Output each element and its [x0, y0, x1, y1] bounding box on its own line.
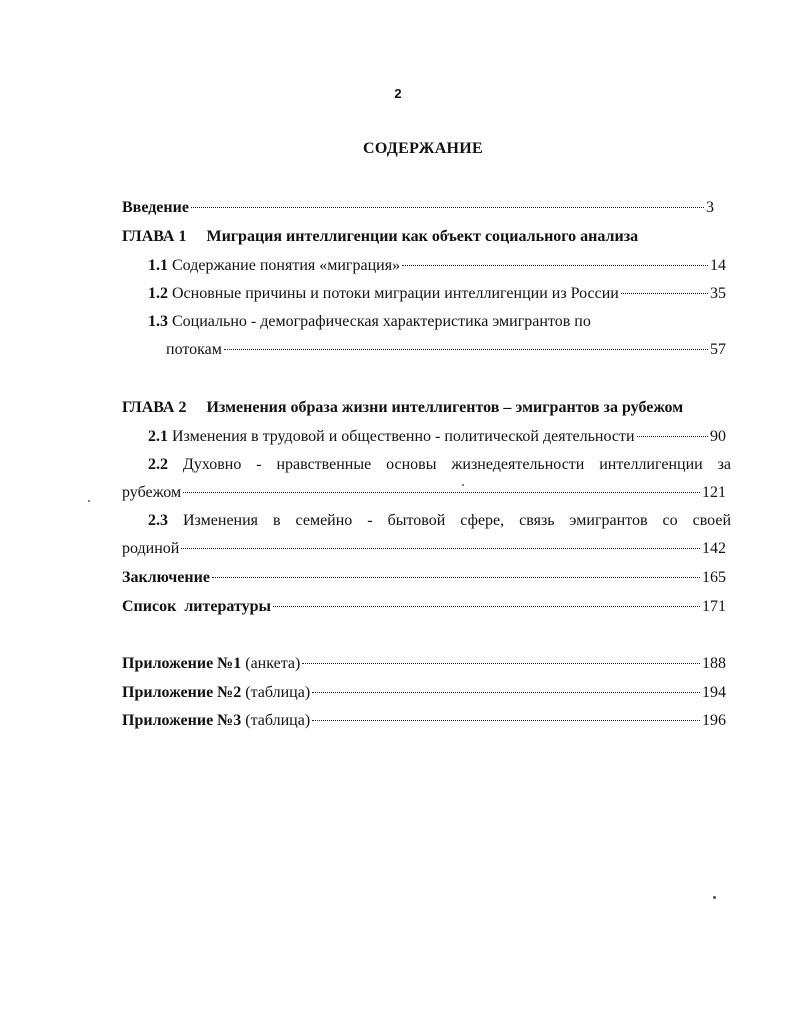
- toc-page: 14: [710, 257, 726, 274]
- toc-entry-appendix-1: [122, 654, 726, 674]
- scan-speck: [88, 500, 90, 502]
- toc-section-2-1: [148, 427, 726, 447]
- toc-label: Приложение №2: [122, 684, 242, 701]
- toc-leader: [312, 720, 700, 721]
- page-number: 2: [394, 86, 402, 101]
- toc-section-1-3-continuation: [166, 340, 726, 360]
- toc-section-2-3-continuation: [122, 539, 726, 559]
- toc-page: 90: [710, 428, 726, 445]
- toc-leader: [302, 663, 700, 664]
- section-number: 1.1: [148, 257, 168, 274]
- section-number: 1.3: [148, 313, 168, 330]
- section-number: 2.2: [148, 456, 168, 473]
- page-title: СОДЕРЖАНИЕ: [362, 140, 484, 157]
- toc-entry-conclusion: [122, 568, 726, 588]
- toc-page: 188: [702, 655, 726, 672]
- toc-page: 57: [710, 341, 726, 358]
- section-text: Духовно - нравственные основы жизнедеятельности интеллигенции за: [182, 456, 732, 473]
- section-number: 2.3: [148, 512, 168, 529]
- toc-chapter-1: [122, 227, 638, 247]
- toc-label: Введение: [122, 199, 189, 216]
- toc-label: Приложение №3: [122, 712, 242, 729]
- section-text: Основные причины и потоки миграции интеллигенции из России: [172, 285, 619, 302]
- toc-chapter-2: [122, 398, 683, 418]
- toc-leader: [402, 265, 708, 266]
- appendix-note: (анкета): [245, 655, 301, 672]
- scan-speck: [462, 484, 464, 486]
- toc-entry-appendix-2: [122, 683, 726, 703]
- toc-leader: [621, 293, 708, 294]
- chapter-number: ГЛАВА 2: [122, 399, 187, 416]
- section-number: 2.1: [148, 428, 168, 445]
- chapter-title: Миграция интеллигенции как объект социального анализа: [206, 228, 639, 245]
- toc-section-2-3: [148, 511, 731, 531]
- toc-section-2-2: [148, 455, 731, 475]
- section-text-continuation: родиной: [122, 540, 180, 557]
- toc-leader: [183, 492, 700, 493]
- toc-section-1-3: [148, 312, 591, 332]
- toc-page: 121: [702, 484, 726, 501]
- toc-label: Список литературы: [122, 598, 271, 615]
- toc-leader: [181, 548, 700, 549]
- section-text: Содержание понятия «миграция»: [172, 257, 401, 274]
- toc-page: 194: [702, 684, 726, 701]
- toc-page: 171: [702, 598, 726, 615]
- toc-entry-references: [122, 597, 726, 617]
- toc-entry-intro: [122, 198, 714, 218]
- toc-leader: [224, 349, 708, 350]
- toc-section-2-2-continuation: [122, 483, 726, 503]
- toc-leader: [212, 577, 700, 578]
- toc-entry-appendix-3: [122, 711, 726, 731]
- section-text-continuation: потокам: [166, 341, 222, 358]
- section-text: Изменения в трудовой и общественно - политической деятельности: [172, 428, 635, 445]
- toc-page: 165: [702, 569, 726, 586]
- toc-label: Заключение: [122, 569, 210, 586]
- appendix-note: (таблица): [245, 684, 311, 701]
- toc-section-1-1: [148, 256, 726, 276]
- toc-leader: [637, 436, 708, 437]
- toc-page: 142: [702, 540, 726, 557]
- chapter-number: ГЛАВА 1: [122, 228, 187, 245]
- toc-page: 35: [710, 285, 726, 302]
- toc-leader: [312, 692, 700, 693]
- section-number: 1.2: [148, 285, 168, 302]
- toc-leader: [273, 606, 700, 607]
- section-text: Социально - демографическая характеристика эмигрантов по: [172, 313, 591, 330]
- section-text-continuation: рубежом: [122, 484, 182, 501]
- toc-page: 3: [706, 199, 714, 216]
- toc-leader: [191, 207, 704, 208]
- scan-speck: [713, 896, 716, 899]
- toc-section-1-2: [148, 284, 726, 304]
- appendix-note: (таблица): [245, 712, 311, 729]
- section-text: Изменения в семейно - бытовой сфере, связь эмигрантов со своей: [183, 512, 732, 529]
- chapter-title: Изменения образа жизни интеллигентов – эмигрантов за рубежом: [206, 399, 684, 416]
- toc-page: 196: [702, 712, 726, 729]
- toc-label: Приложение №1: [122, 655, 242, 672]
